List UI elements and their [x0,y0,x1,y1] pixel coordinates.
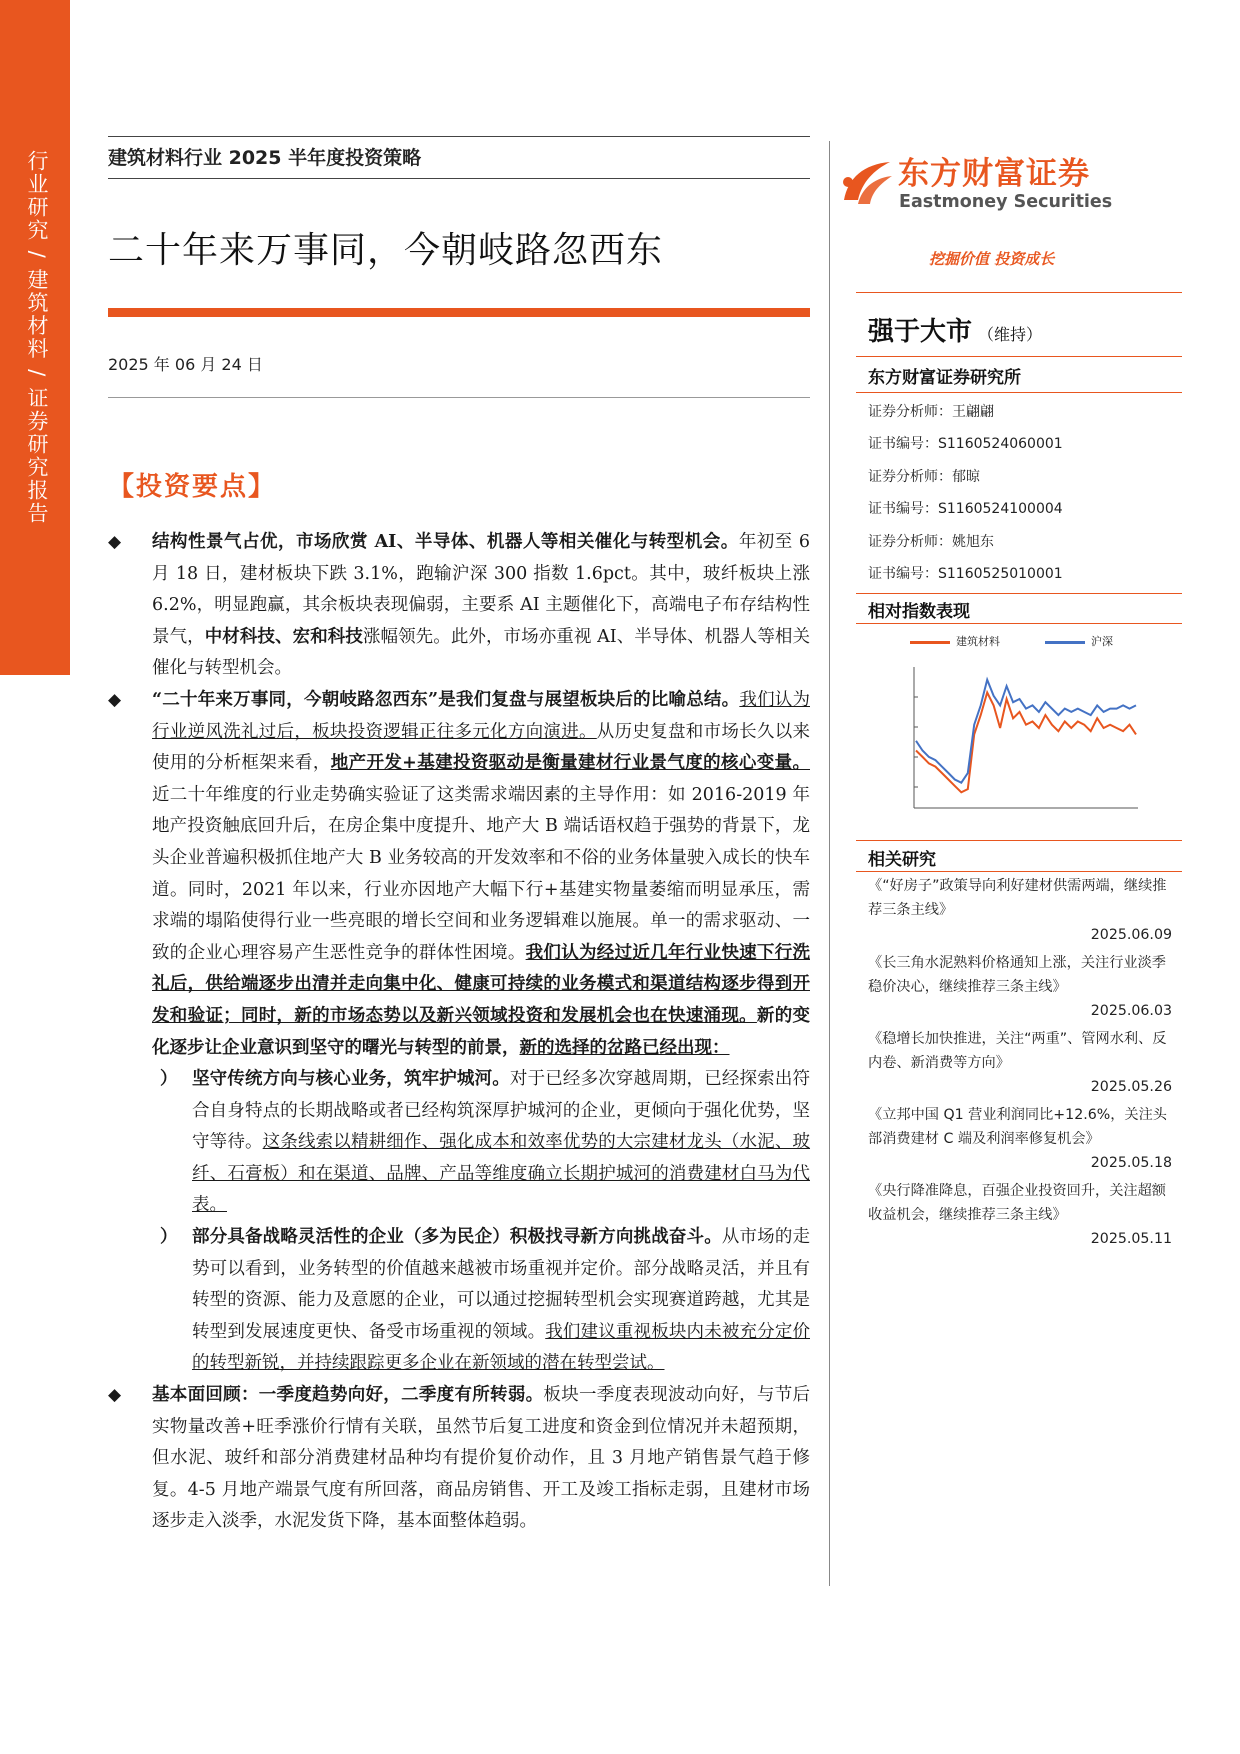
legend-label: 沪深 [1091,635,1113,648]
right-divider [856,593,1182,594]
relative-index-chart [906,662,1146,812]
bullet-text: 年初至 6 月 18 日，建材板块下跌 3.1%，跑输沪深 300 指数 1.6pct。其中，玻纤板块上涨 6.2%，明显跑赢，其余板块表现偏弱，主要系 AI 主题催化下，高端电子布存结构性景气， [152,532,811,647]
legend-item-building-materials [910,633,1000,649]
right-divider [856,392,1182,393]
top-divider [108,136,810,137]
related-report-title: 《立邦中国 Q1 营业利润同比+12.6%，关注头部消费建材 C 端及利润率修复机会》 [868,1107,1167,1147]
bullet-lead: 结构性景气占优，市场欣赏 AI、半导体、机器人等相关催化与转型机会。 [152,532,739,552]
related-report-date: 2025.05.11 [1090,1231,1172,1247]
title-accent-bar [108,308,810,317]
right-divider [856,356,1182,357]
bullet-text: 从历史复盘和市场长久以来使用的分析框架来看， [152,721,811,774]
sub-point-marker: ） [160,1069,178,1090]
page-title: 二十年来万事同，今朝岐路忽西东 [108,230,664,271]
right-divider [856,871,1182,872]
sub-point-underline: 我们建议重视板块内未被充分定价的转型新锐，并持续跟踪更多企业在新领域的潜在转型尝试。 [192,1321,810,1374]
bullet-bold-underline: 地产开发+基建投资驱动是衡量建材行业景气度的核心变量。 [330,753,810,774]
diamond-bullet-icon: ◆ [108,532,122,552]
rating [868,311,1042,348]
bullet-fundamentals [108,1380,810,1538]
sub-point-lead: 部分具备战略灵活性的企业（多为民企）积极找寻新方向挑战奋斗。 [192,1227,722,1248]
sidebar [0,0,70,1754]
bullet-lead: 基本面回顾：一季度趋势向好，二季度有所转弱。 [152,1385,544,1406]
bullet-lead: “二十年来万事同，今朝岐路忽西东”是我们复盘与展望板块后的比喻总结。 [152,689,740,710]
analyst-line: 证券分析师：王翩翩 [868,404,994,420]
right-divider [856,840,1182,841]
related-report-date: 2025.06.03 [1090,1003,1172,1019]
right-divider [856,292,1182,293]
bullet-bold-underline: 我们认为经过近几年行业快速下行洗礼后，供给端逐步出清并走向集中化、健康可持续的业务模式和渠道结构逐步得到开发和验证；同时，新的市场态势以及新兴领域投资和发展机会也在快速涌现。 [152,942,810,1026]
related-report-date: 2025.05.26 [1090,1079,1172,1095]
bullet-text: 涨幅领先。此外，市场亦重视 AI、半导体、机器人等相关催化与转型机会。 [152,626,810,679]
bullet-text: 板块一季度表现波动向好，与节后实物量改善+旺季涨价行情有关联，虽然节后复工进度和资金到位情况并未超预期，但水泥、玻纤和部分消费建材品种均有提价复价动作，且 3 月地产销售景气趋于修复。4-5 月地产端景气度有所回落，商品房销售、开工及竣工指标走弱，且建材市场逐步走入淡季，水泥发货下降，基本面整体趋弱。 [152,1385,811,1532]
related-report-title: 《长三角水泥熟料价格通知上涨，关注行业淡季稳价决心，继续推荐三条主线》 [868,955,1166,995]
sub-point-text: 对于已经多次穿越周期，已经探索出符合自身特点的长期战略或者已经构筑深厚护城河的企业，更倾向于强化优势，坚守等待。 [192,1069,811,1153]
chart-heading: 相对指数表现 [868,602,970,622]
subtitle-divider [108,178,810,179]
date-divider [108,397,810,398]
analyst-line: 证书编号：S1160524100004 [868,501,1063,517]
legend-swatch [1045,641,1085,644]
legend-swatch [910,641,950,644]
related-report-date: 2025.05.18 [1090,1155,1172,1171]
section-header: 【投资要点】 [108,472,277,502]
sub-point-text: 从市场的走势可以看到，业务转型的价值越来越被市场重视并定价。部分战略灵活，并且有转型的资源、能力及意愿的企业，可以通过挖掘转型机会实现赛道跨越，尤其是转型到发展速度更快、备受市场重视的领域。 [192,1227,811,1342]
logo [838,148,1168,218]
legend-item-hushen [1045,633,1113,649]
related-report-title: 《央行降准降息，百强企业投资回升，关注超额收益机会，继续推荐三条主线》 [868,1183,1166,1223]
diamond-bullet-icon: ◆ [108,689,122,710]
related-report-title: 《稳增长加快推进，关注“两重”、管网水利、反内卷、新消费等方向》 [868,1031,1167,1071]
report-subtitle: 建筑材料行业 2025 半年度投资策略 [108,147,422,169]
bullet-bold: 新的变化逐步让企业意识到坚守的曙光与转型的前景， [152,1005,811,1058]
bullet-structural [108,527,810,685]
main-content [108,527,810,1538]
bullet-bold: 中材科技、宏和科技 [204,626,363,647]
analyst-line: 证券分析师：郁晾 [868,469,980,485]
diamond-bullet-icon: ◆ [108,1385,122,1406]
analyst-line: 证书编号：S1160525010001 [868,566,1063,582]
rating-note: （维持） [978,325,1043,344]
analyst-line: 证券分析师：姚旭东 [868,534,994,550]
bullet-summary [108,685,810,1064]
chart-series-line-1 [916,680,1136,783]
rating-main: 强于大市 [868,317,973,347]
right-divider [856,623,1182,624]
bullet-underline: 我们认为行业逆风洗礼过后，板块投资逻辑正往多元化方向演进。 [152,689,810,742]
related-report-title: 《“好房子”政策导向利好建材供需两端，继续推荐三条主线》 [868,878,1167,918]
eastmoney-logo-icon [838,154,896,212]
sub-point-lead: 坚守传统方向与核心业务，筑牢护城河。 [192,1069,510,1090]
sub-point-transformation [108,1222,810,1380]
legend-label: 建筑材料 [956,635,1000,648]
institute-name: 东方财富证券研究所 [868,368,1021,388]
sub-point-marker: ） [160,1227,178,1248]
sub-point-underline: 这条线索以精耕细作、强化成本和效率优势的大宗建材龙头（水泥、玻纤、石膏板）和在渠道、品牌、产品等维度确立长期护城河的消费建材白马为代表。 [192,1132,811,1216]
bullet-bold-underline: 新的选择的岔路已经出现： [519,1037,730,1058]
logo-chinese: 东方财富证券 [898,156,1090,192]
sidebar-label: 行业研究 / 建筑材料 / 证券研究报告 [25,150,49,525]
related-report-date: 2025.06.09 [1090,927,1172,943]
report-date: 2025 年 06 月 24 日 [108,355,263,374]
sub-point-traditional [108,1064,810,1222]
bullet-text: 近二十年维度的行业走势确实验证了这类需求端因素的主导作用：如 2016-2019 年地产投资触底回升后，在房企集中度提升、地产大 B 端话语权趋于强势的背景下，龙头企业普遍积极抓住地产大 B 业务较高的开发效率和不俗的业务体量驶入成长的快车道。同时，2021 年以来，行业亦因地产大幅下行+基建实物量萎缩而明显承压，需求端的塌陷使得行业一些亮眼的增长空间和业务逻辑难以施展。单一的需求驱动、一致的企业心理容易产生恶性竞争的群体性困境。 [152,784,810,963]
related-heading: 相关研究 [868,850,936,870]
slogan: 挖掘价值 投资成长 [929,250,1055,268]
analyst-line: 证书编号：S1160524060001 [868,436,1063,452]
column-divider [829,141,830,1586]
logo-english: Eastmoney Securities [899,192,1113,212]
